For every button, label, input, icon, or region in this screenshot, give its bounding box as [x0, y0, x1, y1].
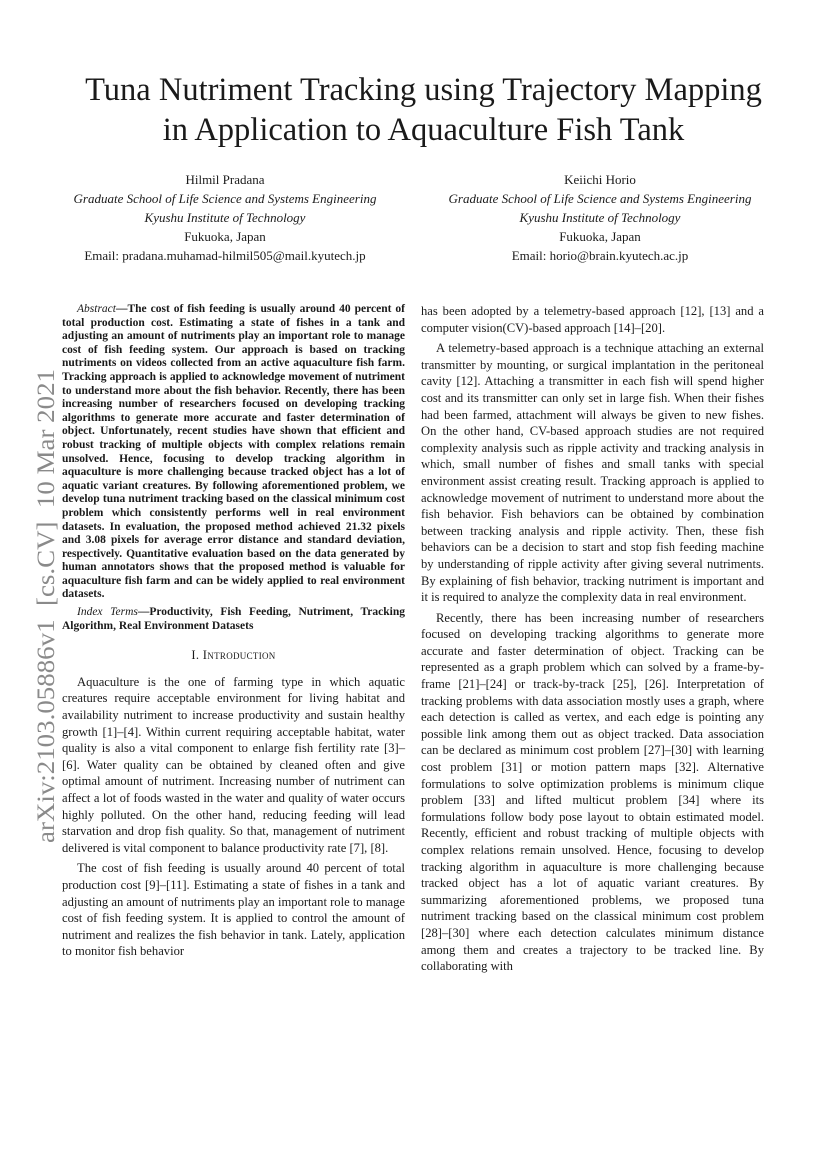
body-paragraph-continued: has been adopted by a telemetry-based approach [12], [13] and a computer vision(CV)-based approach [14]–[20]. — [421, 304, 764, 335]
body-paragraph: A telemetry-based approach is a technique attaching an external transmitter by mounting, or surgical implantation in the peritoneal cavity [12]. Attaching a transmitter in each fish will spend higher cost and its transmitter can only set in large fish. When their fishes had been farmed, attachment will always be given to new fishes. On the other hand, CV-based approach studies are not required complexity analysis such as ripple activity and tracking analysis in which, small number of fishes and small tanks with special environment assist creating result. Tracking approach is applied to acknowledge movement of nutriment to understand more about the fish behavior. Fish behaviors can be obtained by combination between tracking analysis and ripple activity. Then, these fish behaviors can be a decision to start and stop fish feeding machine by understanding of ripple activity after giving several nutriments. By explaining of fish behavior, tracking nutriment is important and it is required to analyze the complexity data in real environment. — [421, 341, 764, 605]
paper-title — [40, 70, 807, 150]
author-block-2 — [410, 170, 790, 265]
author-institution: Kyushu Institute of Technology — [144, 210, 306, 225]
arxiv-identifier-text: arXiv:2103.05886v1 [cs.CV] 10 Mar 2021 — [31, 393, 60, 843]
left-column — [62, 303, 405, 964]
abstract-label: Abstract — [77, 303, 116, 315]
paper-title-line-1: Tuna Nutriment Tracking using Trajectory Mapping — [85, 72, 762, 108]
abstract — [62, 303, 405, 602]
body-paragraph: Recently, there has been increasing number of researchers focused on developing tracking algorithms to generate more accurate and faster determination of object. Tracking can be represented as a graph problem which can solved by a frame-by-frame [21]–[24] or track-by-track [25], [26]. Interpretation of tracking problems with data association mostly uses a graph, where each detection is called as vertex, and each edge is pointing any possible link among them out as object tracked. Data association can be declared as minimum cost problem [27]–[30] with learning cost problem [31] or motion pattern maps [32]. Alternative formulations to solve optimization problems is minimum clique problem [33] and lifted multicut problem [34] where its formulations follow body pose layout to obtain estimated model. Recently, efficient and robust tracking of multiple objects with complex relations remain unsolved. Hence, focusing to develop tracking algorithm in aquaculture is more challenging because tracked object has a lot of aquatic variant creatures. By summarizing aforementioned problems, we proposed tuna nutriment tracking based on the classical minimum cost problem [28]–[30] where each detection calculates minimum distance among them and creates a trajectory to be tracked line. By collaborating with — [421, 610, 764, 974]
author-affiliation: Graduate School of Life Science and Systems Engineering — [73, 191, 377, 206]
index-terms-label: Index Terms — [77, 606, 138, 619]
author-institution: Kyushu Institute of Technology — [519, 210, 681, 225]
paper-title-line-2: in Application to Aquaculture Fish Tank — [162, 112, 685, 148]
section-heading-introduction: I. Introduction — [191, 648, 276, 663]
body-paragraph: Aquaculture is the one of farming type in which aquatic creatures require acceptable environment for living habitat and availability nutriment to increase productivity and sustain healthy growth [1]–[4]. Within current requiring acceptable habitat, water quality is also a vital component to enlarge fish fertility rate [3]–[6]. Water quality can be obtained by cleaned often and give optimal amount of nutriment. Increasing number of nutriment can affect a lot of foods wasted in the water and quality of water occurs highly polluted. On the other hand, reducing feeding will lead starvation and drop fish quality. So that, management of nutriment delivered is vital component to balance productivity rate [7], [8]. — [62, 674, 405, 855]
author-email: Email: pradana.muhamad-hilmil505@mail.kyutech.jp — [84, 248, 366, 263]
author-location: Fukuoka, Japan — [559, 229, 641, 244]
author-block-1 — [35, 170, 415, 265]
author-name: Hilmil Pradana — [185, 172, 265, 187]
author-affiliation: Graduate School of Life Science and Systems Engineering — [448, 191, 752, 206]
author-location: Fukuoka, Japan — [184, 229, 266, 244]
author-name: Keiichi Horio — [564, 172, 636, 187]
body-paragraph: The cost of fish feeding is usually around 40 percent of total production cost [9]–[11]. Estimating a state of fishes in a tank and adjusting an amount of nutriments play an important role to manage cost of fish feeding system. It is applied to control the amount of nutriment and realizes the fish behavior in tank. Lately, application to monitor fish behavior — [62, 861, 405, 959]
abstract-text: —The cost of fish feeding is usually around 40 percent of total production cost. Estimating a state of fishes in a tank and adjusting an amount of nutriments play an important role to manage cost of fish feeding system. Our approach is based on tracking nutriments on videos collected from an active aquaculture fish farm. Tracking approach is applied to acknowledge movement of nutriment to understand more about the fish behavior. Recently, there has been increasing number of researchers focused on developing tracking algorithms to generate more accurate and faster determination of object. Unfortunately, recent studies have shown that efficient and robust tracking of multiple objects with complex relations remain unsolved. Hence, focusing to develop tracking algorithm in aquaculture is more challenging because tracked object has a lot of aquatic variant creatures. By following aforementioned problem, we develop tuna nutriment tracking based on the classical minimum cost problem which consistently performs well in real environment datasets. In evaluation, the proposed method achieved 21.32 pixels and 3.08 pixels for average error distance and standard deviation, respectively. Quantitative evaluation based on the data generated by human annotators shows that the proposed method is valuable for aquaculture fish farm and can be widely applied to real environment datasets. — [62, 303, 405, 601]
author-email: Email: horio@brain.kyutech.ac.jp — [511, 248, 689, 263]
index-terms-text: —Productivity, Fish Feeding, Nutriment, Tracking Algorithm, Real Environment Datasets — [62, 606, 405, 632]
arxiv-identifier-stamp — [22, 365, 62, 845]
index-terms — [62, 606, 405, 633]
right-column — [421, 303, 764, 979]
